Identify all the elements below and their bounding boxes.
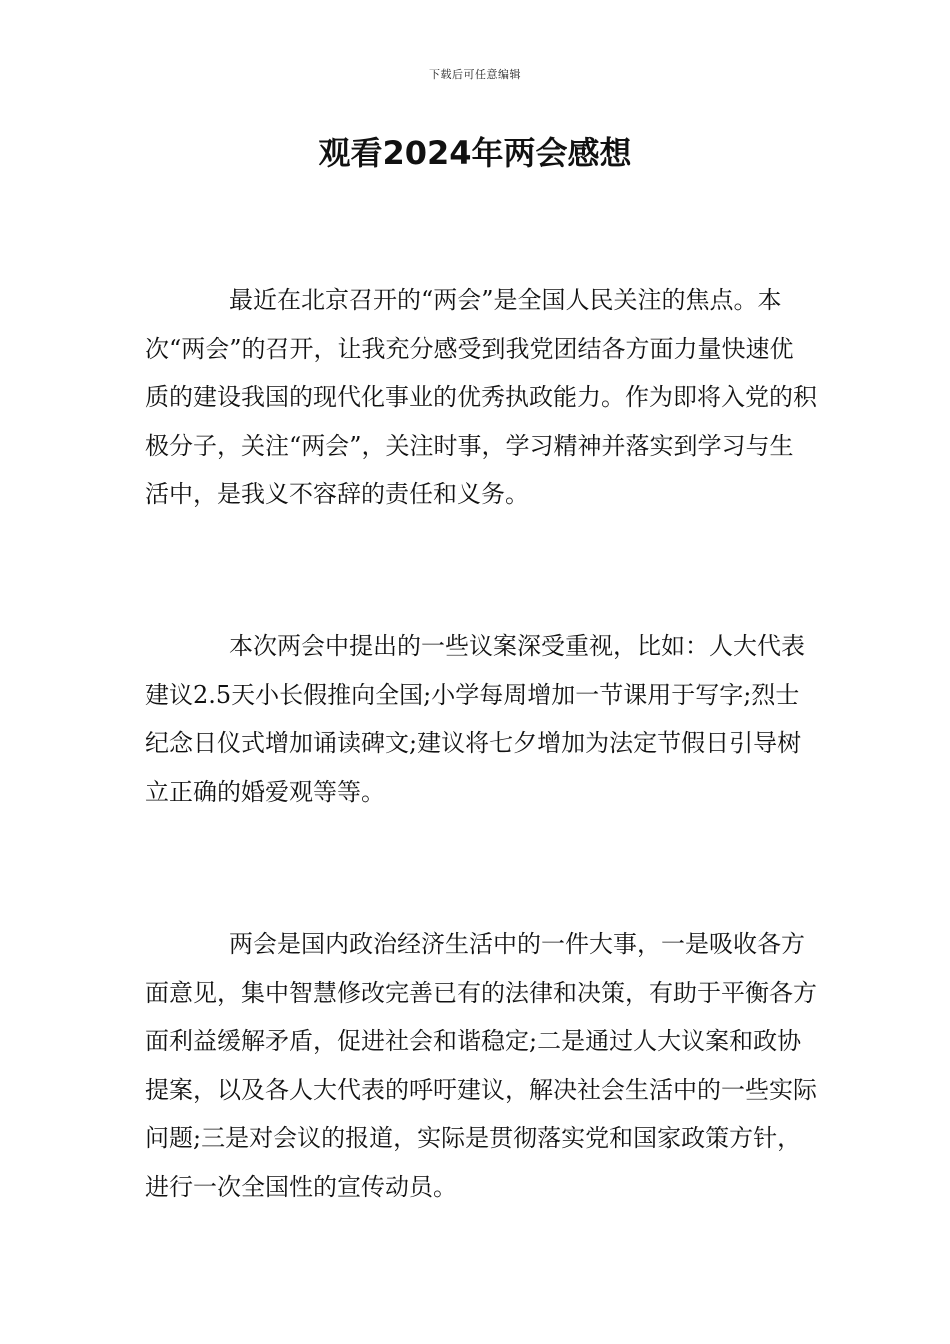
paragraph-3: 两会是国内政治经济生活中的一件大事，一是吸收各方面意见，集中智慧修改完善已有的法律和决策，有助于平衡各方面利益缓解矛盾，促进社会和谐稳定;二是通过人大议案和政协提案，以及各人大代表的呼吁建议，解决社会生活中的一些实际问题;三是对会议的报道，实际是贯彻落实党和国家政策方针，进行一次全国性的宣传动员。 bbox=[145, 930, 817, 1201]
paragraph-1: 最近在北京召开的“两会”是全国人民关注的焦点。本次“两会”的召开，让我充分感受到我党团结各方面力量快速优质的建设我国的现代化事业的优秀执政能力。作为即将入党的积极分子，关注“两会”，关注时事，学习精神并落实到学习与生活中，是我义不容辞的责任和义务。 bbox=[145, 286, 817, 508]
document-title: 观看2024年两会感想 bbox=[318, 134, 632, 172]
header-note: 下载后可任意编辑 bbox=[429, 68, 521, 81]
paragraph-2: 本次两会中提出的一些议案深受重视，比如：人大代表建议2.5天小长假推向全国;小学每周增加一节课用于写字;烈士纪念日仪式增加诵读碑文;建议将七夕增加为法定节假日引导树立正确的婚爱观等等。 bbox=[145, 632, 805, 806]
